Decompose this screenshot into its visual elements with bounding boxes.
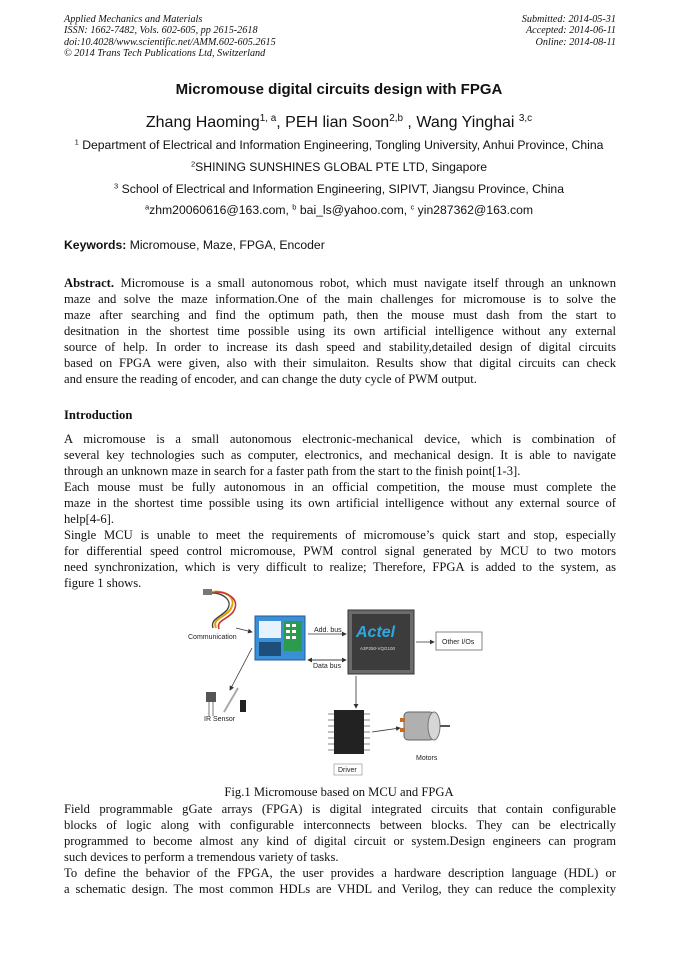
body-paragraph-5 (64, 865, 616, 897)
intro-paragraph-2 (64, 479, 616, 527)
accepted-date: Accepted: 2014-06-11 (525, 25, 616, 37)
affiliation-2 (0, 160, 678, 174)
comm-arrow (236, 628, 252, 632)
copyright: © 2014 Trans Tech Publications Ltd, Switzerland (64, 48, 266, 60)
affiliation-3 (0, 182, 678, 196)
text-line: Single MCU is unable to meet the requirements of micromouse’s quick start and stop, especially (64, 528, 616, 542)
email-line (0, 203, 678, 217)
keywords-text: Micromouse, Maze, FPGA, Encoder (126, 238, 325, 252)
email-a-mark: a (144, 202, 150, 212)
header-right (522, 14, 616, 48)
text-line: for differential speed control micromouse, PWM control signal generated by MCU to two motors (64, 544, 616, 558)
author-list (0, 114, 678, 132)
affiliation-1-mark: 1 (74, 137, 79, 147)
other-io-label: Other I/Os (442, 639, 475, 646)
text-line: Field programmable gGate arrays (FPGA) is digital integrated circuits that contain configurable (64, 802, 616, 816)
text-line: maze in the shortest time possible using its own artificial intelligence without any external source of (64, 496, 616, 510)
keywords-label: Keywords: (64, 238, 127, 252)
author-2-mark: 2,b (389, 113, 403, 125)
abstract-line: and ensure the reading of encoder, and can change the duty cycle of PWM output. (64, 372, 477, 386)
submitted-date: Submitted: 2014-05-31 (521, 14, 616, 25)
abstract-line: maze and solve the maze information.One of the main challenges for micromouse is to solve the (64, 292, 616, 306)
author-1-mark: 1, a (259, 113, 277, 125)
text-line: figure 1 shows. (64, 576, 142, 590)
motors-label: Motors (416, 755, 438, 762)
figure-1-diagram (186, 588, 484, 788)
add-bus-label: Add. bus (314, 627, 342, 634)
affiliation-1-text: Department of Electrical and Information Engineering, Tongling University, Anhui Province, China (78, 138, 604, 152)
actel-logo: Actel (356, 624, 396, 641)
doi: doi:10.4028/www.scientific.net/AMM.602-605.2615 (64, 36, 276, 48)
author-3: , Wang Yinghai (402, 114, 519, 131)
header-left (64, 14, 276, 60)
author-3-mark: 3,c (518, 113, 533, 125)
intro-paragraph-3 (64, 527, 616, 591)
abstract-line (64, 275, 616, 291)
affiliation-3-mark: 3 (114, 181, 119, 191)
motor-icon (400, 712, 450, 740)
text-line: A micromouse is a small autonomous electronic-mechanical device, which is combination of (64, 432, 616, 446)
online-date: Online: 2014-08-11 (535, 36, 616, 48)
communication-cable-icon (203, 589, 236, 629)
email-b: bai_ls@yahoo.com, (296, 203, 411, 217)
email-a: zhm20060616@163.com, (149, 203, 293, 217)
author-2: , PEH lian Soon (276, 114, 390, 131)
abstract-line: maze after searching and find the optimum path, then the mouse must dash from the start to (64, 308, 616, 322)
affiliation-1 (0, 138, 678, 152)
abstract (64, 275, 616, 387)
text-line: several key technologies such as computer, electronics, and mechanical design. It is able to navigate (64, 448, 616, 462)
abstract-line-text: Micromouse is a small autonomous robot, which must navigate itself through an unknown (114, 276, 616, 290)
body-paragraph-4 (64, 801, 616, 865)
intro-paragraph-1 (64, 431, 616, 479)
text-line: help[4-6]. (64, 512, 115, 526)
data-bus-label: Data bus (313, 663, 342, 670)
driver-chip-icon (328, 710, 370, 754)
sensor-arrow (230, 648, 252, 690)
communication-label: Communication (188, 634, 237, 641)
ir-sensor-label: IR Sensor (204, 716, 236, 723)
email-c: yin287362@163.com (414, 203, 534, 217)
abstract-line: source of help. In order to increase its dash speed and stability,detailed design of digital circuits (64, 340, 616, 354)
mcu-board-icon (255, 616, 305, 660)
keywords (64, 238, 325, 252)
issn: ISSN: 1662-7482, Vols. 602-605, pp 2615-2618 (64, 25, 258, 37)
driver-label: Driver (338, 767, 357, 774)
text-line: To define the behavior of the FPGA, the user provides a hardware description language (HDL) or (64, 866, 616, 880)
paper-title: Micromouse digital circuits design with FPGA (175, 81, 503, 98)
author-1: Zhang Haoming (145, 114, 260, 131)
chip-id: A3P250-VQG100 (360, 646, 396, 651)
section-heading-introduction: Introduction (64, 408, 133, 422)
figure-1-caption: Fig.1 Micromouse based on MCU and FPGA (224, 785, 454, 799)
text-line: through an unknown maze in search for a faster path from the start to the finish point[1-3]. (64, 464, 521, 478)
abstract-line: based on FPGA were given, also with their simulaiton. Results show that digital circuits can check (64, 356, 616, 370)
text-line: a schematic design. The most common HDLs are VHDL and Verilog, they can reduce the complexity (64, 882, 616, 896)
abstract-line: desitnation in the shortest time possible using its own artificial intelligence without any external (64, 324, 616, 338)
text-line: Each mouse must be fully autonomous in an official competition, the mouse must complete the (64, 480, 616, 494)
ir-sensor-icon (206, 688, 246, 716)
fpga-chip-icon (348, 610, 414, 674)
text-line: blocks of logic along with configurable interconnects between blocks. They can be electrically (64, 818, 616, 832)
journal-name: Applied Mechanics and Materials (64, 14, 203, 25)
email-b-mark: b (292, 202, 297, 212)
affiliation-2-mark: 2 (190, 159, 196, 169)
email-c-mark: c (410, 202, 415, 212)
text-line: need synchronization, which is very difficult to realize; Therefore, FPGA is added to the system, as (64, 560, 616, 574)
text-line: programmed to become almost any kind of digital circuit or system.Design engineers can program (64, 834, 616, 848)
text-line: such devices to perform a tremendous variety of tasks. (64, 850, 339, 864)
affiliation-2-text: SHINING SUNSHINES GLOBAL PTE LTD, Singapore (195, 160, 488, 174)
abstract-label: Abstract. (64, 276, 115, 290)
affiliation-3-text: School of Electrical and Information Engineering, SIPIVT, Jiangsu Province, China (118, 182, 564, 196)
motor-arrow (372, 728, 400, 732)
